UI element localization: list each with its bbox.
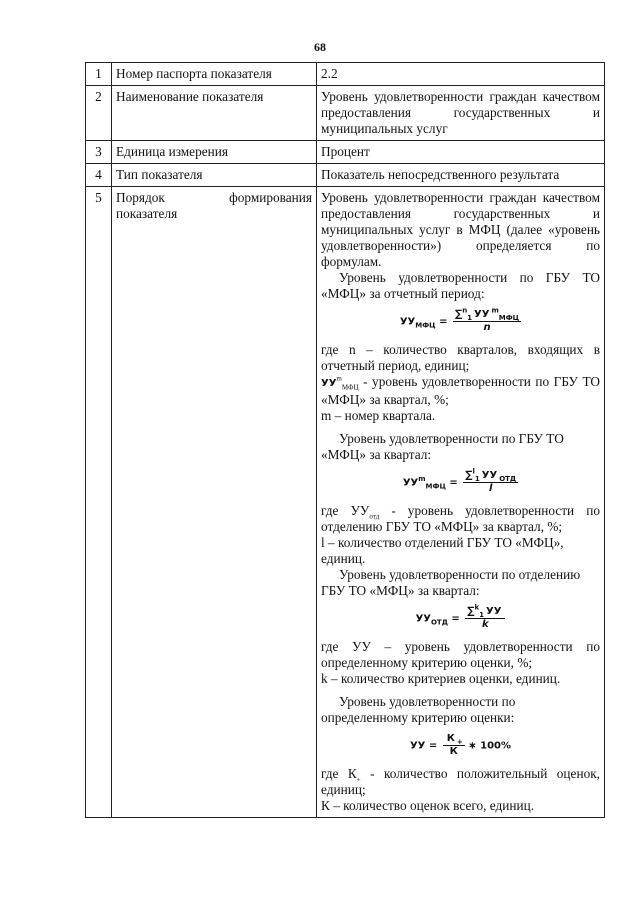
definition: где n – количество кварталов, входящих в отчетный период, единиц; <box>321 342 600 373</box>
table-row <box>86 86 605 141</box>
row-value: Процент <box>317 141 605 164</box>
row-label: Порядок формирования показателя <box>112 187 317 818</box>
row-number: 4 <box>86 164 112 187</box>
row-label: Единица измерения <box>112 141 317 164</box>
method-paragraph: Уровень удовлетворенности по определенному критерию оценки: <box>321 694 516 725</box>
row-value: 2.2 <box>317 63 605 86</box>
definition: k – количество критериев оценки, единиц. <box>321 671 561 686</box>
formula-2: $УУ^m_{МФЦ}$ = $\frac{\sum^l_1 УУ _{ОТД}}{l}$ <box>402 467 517 494</box>
row-value: Показатель непосредственного результата <box>317 164 605 187</box>
definition: l – количество отделений ГБУ ТО «МФЦ», единиц. <box>321 535 564 566</box>
table-row <box>86 63 605 86</box>
method-paragraph: Уровень удовлетворенности по ГБУ ТО «МФЦ» за отчетный период: <box>321 270 600 301</box>
row-label: Наименование показателя <box>112 86 317 141</box>
formula-1: $УУ_{МФЦ}$ = $\frac{\sum^n_1 УУ ^m_{МФЦ}}{n}$ <box>399 306 520 333</box>
row-number: 1 <box>86 63 112 86</box>
row-number: 3 <box>86 141 112 164</box>
table-row <box>86 187 605 818</box>
row-number: 2 <box>86 86 112 141</box>
indicator-passport-table <box>85 62 605 818</box>
definition: К – количество оценок всего, единиц. <box>321 798 535 813</box>
row-label: Номер паспорта показателя <box>112 63 317 86</box>
table-row <box>86 141 605 164</box>
definition: где $К_+$ - количество положительный оценок, единиц; <box>321 766 600 797</box>
method-paragraph: Уровень удовлетворенности по отделению ГБУ ТО «МФЦ» за квартал: <box>321 567 581 598</box>
row-number: 5 <box>86 187 112 818</box>
page-number: 68 <box>314 40 326 54</box>
method-intro: Уровень удовлетворенности граждан качеством предоставления государственных и муниципальных услуг в МФЦ (далее «уровень удовлетворенности») определяется по формулам. <box>321 190 600 269</box>
definition: $УУ^m_{МФЦ}$ - уровень удовлетворенности по ГБУ ТО «МФЦ» за квартал, %; <box>321 374 600 407</box>
row-label: Тип показателя <box>112 164 317 187</box>
definition: m – номер квартала. <box>321 408 436 423</box>
method-paragraph: Уровень удовлетворенности по ГБУ ТО «МФЦ» за квартал: <box>321 431 564 462</box>
definition: где УУ – уровень удовлетворенности по определенному критерию оценки, %; <box>321 639 600 670</box>
formula-4: УУ = $\frac{К _+}{К}$ ∗ 100% <box>409 733 512 757</box>
table-row <box>86 164 605 187</box>
method-cell <box>317 187 605 818</box>
row-value: Уровень удовлетворенности граждан качеством предоставления государственных и муниципальных услуг <box>317 86 605 141</box>
formula-3: $УУ_{ОТД}$ = $\frac{\sum^k_1 УУ}{k}$ <box>321 606 600 631</box>
definition: где $УУ_{отд}$ - уровень удовлетворенности по отделению ГБУ ТО «МФЦ» за квартал, %; <box>321 503 600 534</box>
